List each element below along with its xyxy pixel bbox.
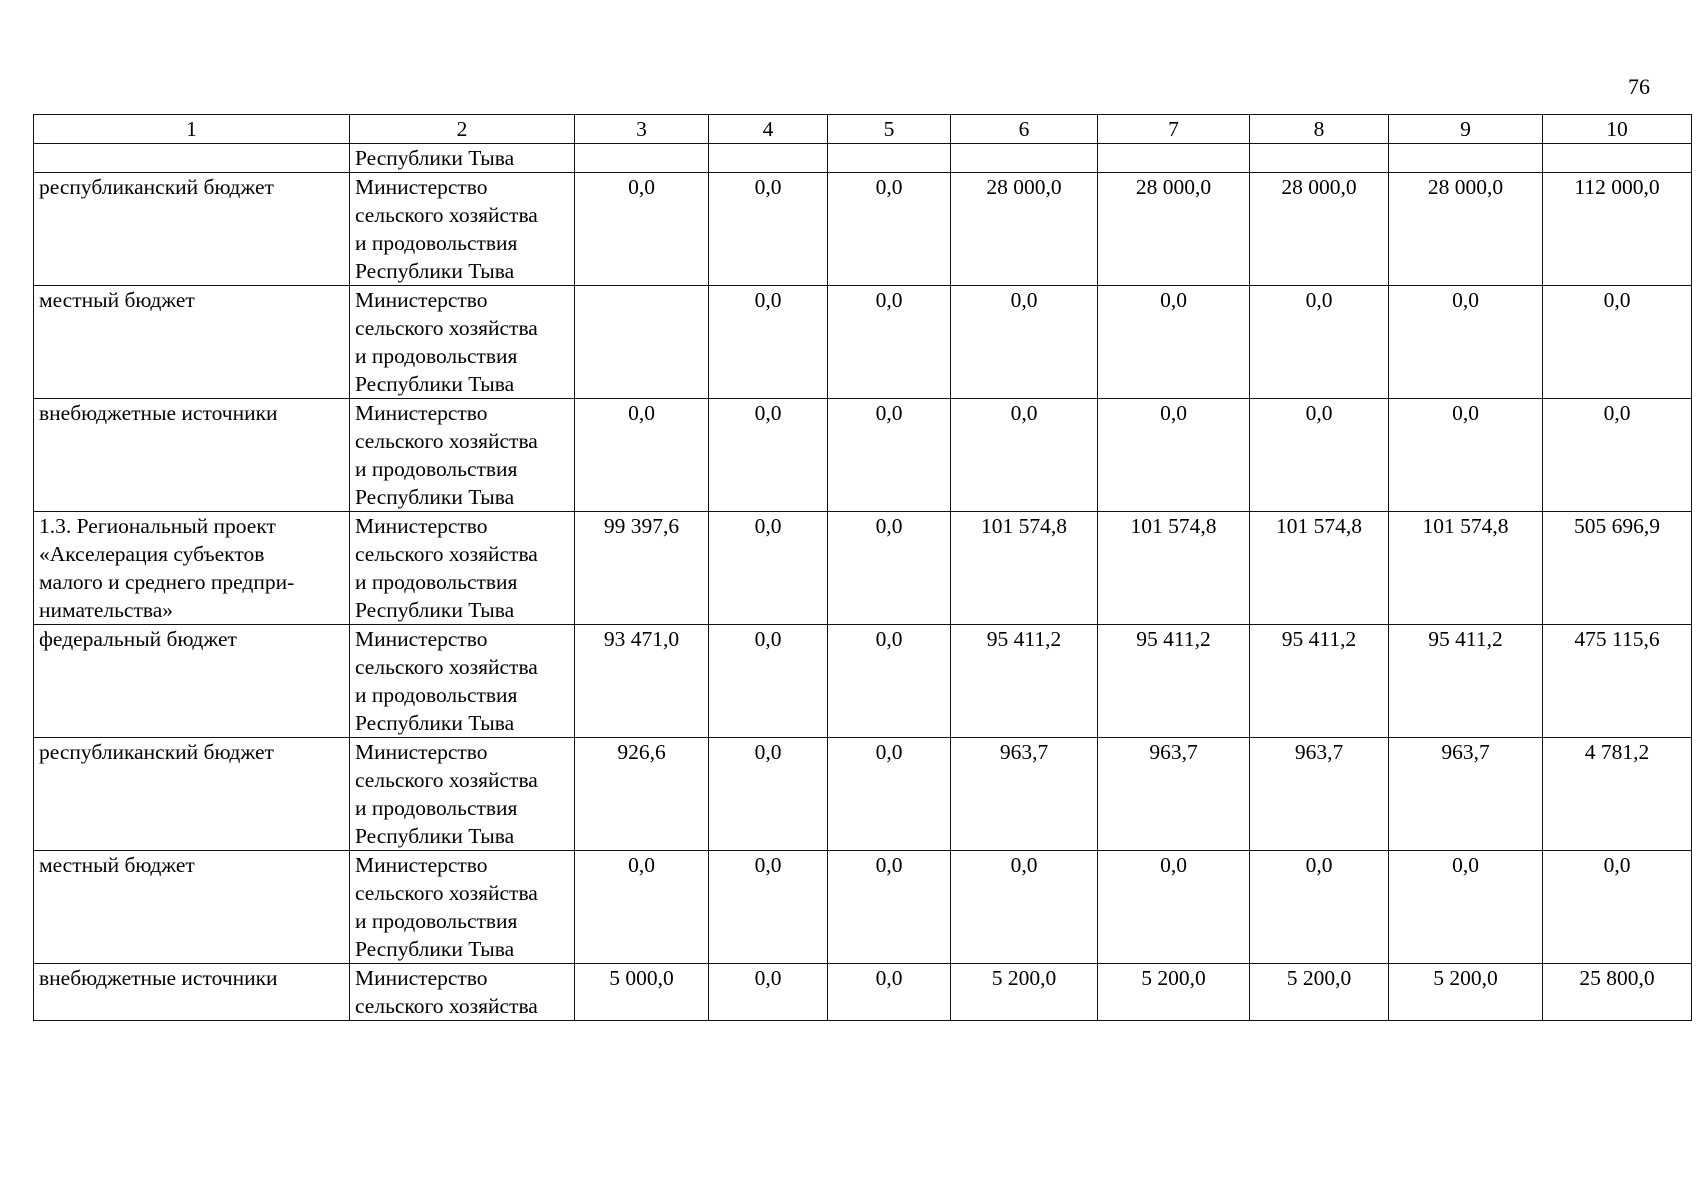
value-cell: 505 696,9 [1543, 512, 1692, 625]
responsible-executor-line: Республики Тыва [355, 711, 515, 735]
value-cell: 95 411,2 [1098, 625, 1250, 738]
responsible-executor [350, 399, 575, 512]
value-cell: 0,0 [951, 286, 1098, 399]
responsible-executor-line: сельского хозяйства [355, 994, 538, 1018]
value-cell: 0,0 [709, 399, 828, 512]
value-cell [575, 286, 709, 399]
value-cell: 926,6 [575, 738, 709, 851]
responsible-executor [350, 625, 575, 738]
value-cell: 0,0 [828, 851, 951, 964]
column-header-5: 5 [828, 115, 951, 144]
value-cell: 0,0 [709, 625, 828, 738]
responsible-executor-line: и продовольствия [355, 683, 518, 707]
responsible-executor-line: Министерство [355, 740, 488, 764]
value-cell: 0,0 [709, 173, 828, 286]
responsible-executor-line: Министерство [355, 627, 488, 651]
value-cell [1543, 144, 1692, 173]
responsible-executor-line: Республики Тыва [355, 485, 515, 509]
value-cell: 0,0 [828, 512, 951, 625]
column-header-4: 4 [709, 115, 828, 144]
value-cell: 0,0 [1389, 286, 1543, 399]
value-cell: 99 397,6 [575, 512, 709, 625]
value-cell: 28 000,0 [951, 173, 1098, 286]
responsible-executor-line: сельского хозяйства [355, 655, 538, 679]
responsible-executor [350, 851, 575, 964]
column-header-2: 2 [350, 115, 575, 144]
column-header-1: 1 [34, 115, 350, 144]
value-cell: 0,0 [1543, 851, 1692, 964]
value-cell [951, 144, 1098, 173]
table-header-row [34, 115, 1692, 144]
value-cell: 0,0 [709, 738, 828, 851]
value-cell [1098, 144, 1250, 173]
value-cell: 4 781,2 [1543, 738, 1692, 851]
responsible-executor [350, 173, 575, 286]
value-cell: 963,7 [951, 738, 1098, 851]
row-label: республиканский бюджет [34, 173, 350, 286]
value-cell: 101 574,8 [1098, 512, 1250, 625]
value-cell: 0,0 [951, 399, 1098, 512]
value-cell: 95 411,2 [1250, 625, 1389, 738]
value-cell: 0,0 [575, 173, 709, 286]
row-label-line: нимательства» [39, 598, 174, 622]
value-cell [709, 144, 828, 173]
responsible-executor-line: и продовольствия [355, 231, 518, 255]
responsible-executor-line: сельского хозяйства [355, 768, 538, 792]
value-cell: 0,0 [1098, 399, 1250, 512]
responsible-executor-line: Министерство [355, 514, 488, 538]
value-cell: 0,0 [709, 851, 828, 964]
value-cell: 0,0 [709, 964, 828, 1021]
responsible-executor-line: сельского хозяйства [355, 203, 538, 227]
table-row [34, 173, 1692, 286]
value-cell: 0,0 [1250, 286, 1389, 399]
responsible-executor-line: сельского хозяйства [355, 316, 538, 340]
responsible-executor-line: сельского хозяйства [355, 429, 538, 453]
value-cell [1250, 144, 1389, 173]
value-cell: 0,0 [828, 625, 951, 738]
value-cell: 28 000,0 [1098, 173, 1250, 286]
responsible-executor-line: Министерство [355, 288, 488, 312]
responsible-executor-line: и продовольствия [355, 796, 518, 820]
value-cell: 0,0 [709, 512, 828, 625]
value-cell: 95 411,2 [1389, 625, 1543, 738]
row-label: республиканский бюджет [34, 738, 350, 851]
value-cell: 101 574,8 [951, 512, 1098, 625]
value-cell: 0,0 [1250, 399, 1389, 512]
value-cell: 93 471,0 [575, 625, 709, 738]
column-header-6: 6 [951, 115, 1098, 144]
value-cell: 475 115,6 [1543, 625, 1692, 738]
row-label-line: «Акселерация субъектов [39, 542, 265, 566]
responsible-executor [350, 286, 575, 399]
value-cell: 0,0 [828, 399, 951, 512]
value-cell: 5 200,0 [1389, 964, 1543, 1021]
value-cell: 0,0 [828, 738, 951, 851]
responsible-executor-line: сельского хозяйства [355, 881, 538, 905]
responsible-executor: Республики Тыва [350, 144, 575, 173]
value-cell: 0,0 [951, 851, 1098, 964]
row-label-line: малого и среднего предпри- [39, 570, 295, 594]
value-cell: 101 574,8 [1250, 512, 1389, 625]
row-label: внебюджетные источники [34, 964, 350, 1021]
value-cell [828, 144, 951, 173]
responsible-executor-line: и продовольствия [355, 570, 518, 594]
responsible-executor-line: сельского хозяйства [355, 542, 538, 566]
responsible-executor-line: Республики Тыва [355, 824, 515, 848]
value-cell: 0,0 [828, 286, 951, 399]
value-cell: 0,0 [1389, 851, 1543, 964]
value-cell: 0,0 [1543, 286, 1692, 399]
responsible-executor-line: Республики Тыва [355, 372, 515, 396]
value-cell: 0,0 [1098, 286, 1250, 399]
value-cell [575, 144, 709, 173]
value-cell: 5 000,0 [575, 964, 709, 1021]
value-cell: 0,0 [1389, 399, 1543, 512]
value-cell: 95 411,2 [951, 625, 1098, 738]
row-label: федеральный бюджет [34, 625, 350, 738]
value-cell: 112 000,0 [1543, 173, 1692, 286]
responsible-executor-line: Министерство [355, 966, 488, 990]
responsible-executor-line: Республики Тыва [355, 937, 515, 961]
value-cell: 0,0 [1098, 851, 1250, 964]
value-cell: 0,0 [1250, 851, 1389, 964]
column-header-3: 3 [575, 115, 709, 144]
budget-table [33, 114, 1692, 1021]
responsible-executor [350, 964, 575, 1021]
value-cell: 0,0 [709, 286, 828, 399]
value-cell: 0,0 [828, 173, 951, 286]
table-row [34, 399, 1692, 512]
row-label: внебюджетные источники [34, 399, 350, 512]
table-row [34, 851, 1692, 964]
value-cell: 0,0 [1543, 399, 1692, 512]
responsible-executor [350, 738, 575, 851]
responsible-executor-line: и продовольствия [355, 344, 518, 368]
row-label-line: 1.3. Региональный проект [39, 514, 276, 538]
responsible-executor-line: Министерство [355, 401, 488, 425]
column-header-10: 10 [1543, 115, 1692, 144]
row-label: местный бюджет [34, 286, 350, 399]
responsible-executor-line: и продовольствия [355, 457, 518, 481]
responsible-executor-line: Республики Тыва [355, 259, 515, 283]
page-number: 76 [1628, 74, 1650, 99]
table-row [34, 625, 1692, 738]
row-label [34, 512, 350, 625]
row-label: местный бюджет [34, 851, 350, 964]
continuation-row [34, 144, 1692, 173]
value-cell: 25 800,0 [1543, 964, 1692, 1021]
value-cell: 0,0 [828, 964, 951, 1021]
value-cell: 963,7 [1250, 738, 1389, 851]
column-header-9: 9 [1389, 115, 1543, 144]
value-cell: 963,7 [1389, 738, 1543, 851]
column-header-8: 8 [1250, 115, 1389, 144]
column-header-7: 7 [1098, 115, 1250, 144]
value-cell [1389, 144, 1543, 173]
table-row [34, 512, 1692, 625]
responsible-executor-line: и продовольствия [355, 909, 518, 933]
responsible-executor-line: Министерство [355, 175, 488, 199]
value-cell: 28 000,0 [1250, 173, 1389, 286]
value-cell: 0,0 [575, 851, 709, 964]
responsible-executor-line: Республики Тыва [355, 598, 515, 622]
table-row [34, 738, 1692, 851]
value-cell: 101 574,8 [1389, 512, 1543, 625]
row-label [34, 144, 350, 173]
value-cell: 5 200,0 [951, 964, 1098, 1021]
table-row [34, 964, 1692, 1021]
value-cell: 5 200,0 [1098, 964, 1250, 1021]
value-cell: 0,0 [575, 399, 709, 512]
responsible-executor-line: Министерство [355, 853, 488, 877]
table-row [34, 286, 1692, 399]
value-cell: 5 200,0 [1250, 964, 1389, 1021]
value-cell: 963,7 [1098, 738, 1250, 851]
responsible-executor [350, 512, 575, 625]
value-cell: 28 000,0 [1389, 173, 1543, 286]
